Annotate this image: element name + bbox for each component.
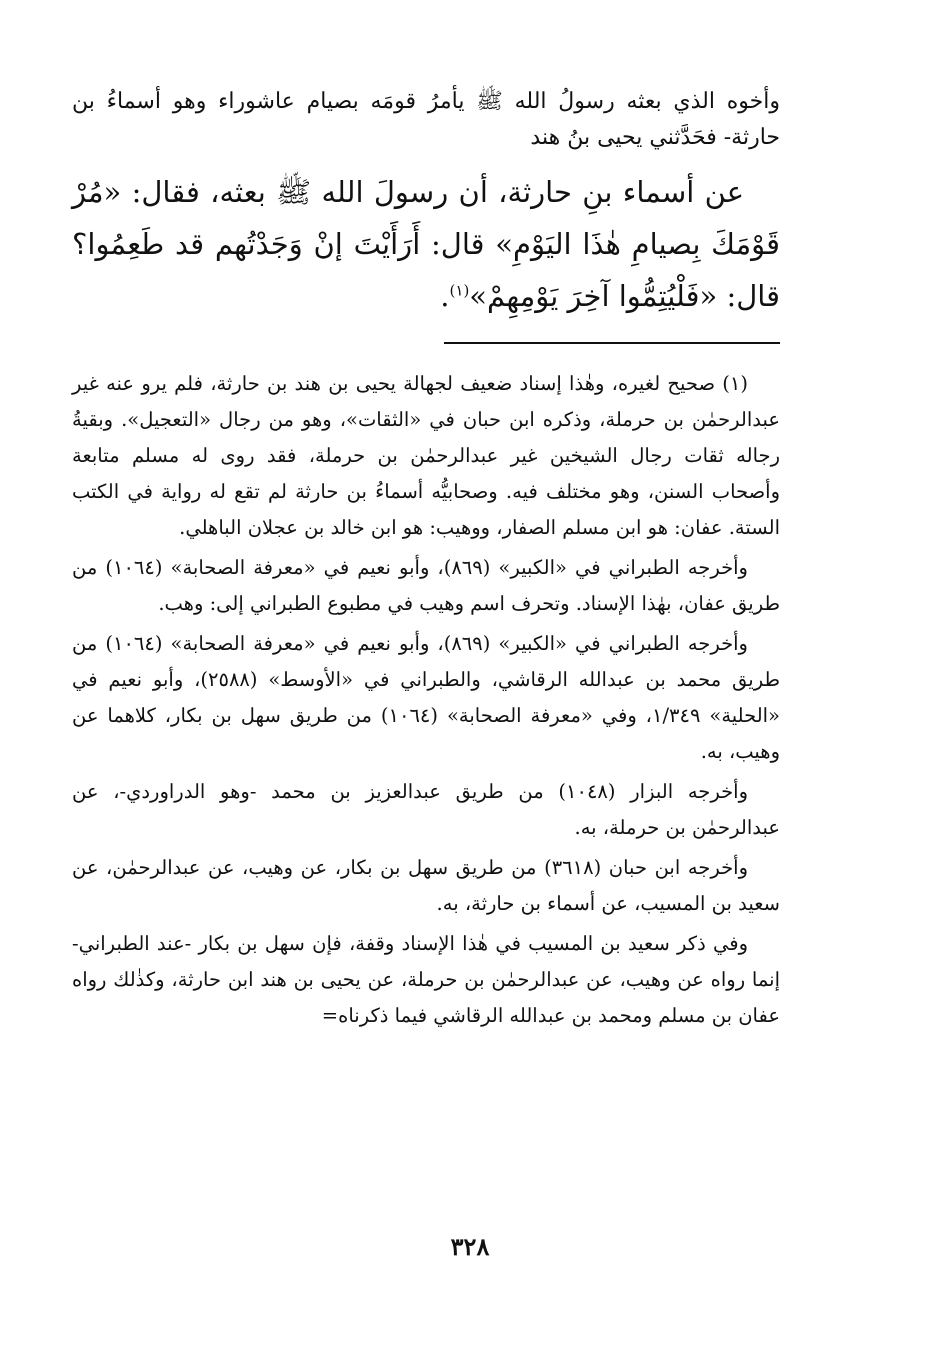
page-number: ٣٢٨ (450, 1232, 490, 1261)
footnote-divider (444, 342, 780, 344)
footnote-paragraph-4: وأخرجه البزار (١٠٤٨) من طريق عبدالعزيز بن محمد -وهو الدراوردي-، عن عبدالرحمٰن بن حرملة، به. (72, 780, 780, 839)
footnote-paragraph-1: (١) صحيح لغيره، وهٰذا إسناد ضعيف لجهالة يحيى بن هند بن حارثة، فلم يرو عنه غير عبدالرحمٰن بن حرملة، وذكره ابن حبان في «الثقات»، وهو من رجال «التعجيل». وبقيةُ رجاله ثقات رجال الشيخين غير عبدالرحمٰن بن حرملة، فقد روى له مسلم متابعة وأصحاب السنن، وهو مختلف فيه. وصحابيُّه أسماءُ بن حارثة لم تقع له رواية في الكتب الستة. عفان: هو ابن مسلم الصفار، ووهيب: هو ابن خالد بن عجلان الباهلي. (72, 372, 780, 539)
hadith-end: . (440, 279, 450, 313)
footnotes (72, 366, 780, 1034)
footnote-paragraph-6: وفي ذكر سعيد بن المسيب في هٰذا الإسناد وقفة، فإن سهل بن بكار -عند الطبراني- إنما رواه عن وهيب، عن عبدالرحمٰن بن حرملة، عن يحيى بن هند ابن حارثة، وكذٰلك رواه عفان بن مسلم ومحمد بن عبدالله الرقاشي فيما ذكرناه= (72, 932, 780, 1027)
footnote-paragraph-2: وأخرجه الطبراني في «الكبير» (٨٦٩)، وأبو نعيم في «معرفة الصحابة» (١٠٦٤) من طريق عفان، بهٰذا الإسناد. وتحرف اسم وهيب في مطبوع الطبراني إلى: وهب. (72, 556, 780, 615)
footnote-paragraph-3: وأخرجه الطبراني في «الكبير» (٨٦٩)، وأبو نعيم في «معرفة الصحابة» (١٠٦٤) من طريق محمد بن عبدالله الرقاشي، والطبراني في «الأوسط» (٢٥٨٨)، وأبو نعيم في «الحلية» ١/٣٤٩، وفي «معرفة الصحابة» (١٠٦٤) من طريق سهل بن بكار، كلاهما عن وهيب، به. (72, 632, 780, 763)
hadith-text (72, 166, 780, 322)
hadith-body: عن أسماء بنِ حارثة، أن رسولَ الله ﷺ بعثه، فقال: «مُرْ قَوْمَكَ بِصيامِ هٰذَا اليَوْمِ» قال: أَرَأَيْتَ إنْ وَجَدْتُهم قد طَعِمُوا؟ قال: «فَلْيُتِمُّوا آخِرَ يَوْمِهِمْ» (72, 175, 780, 313)
page-body (72, 84, 780, 1038)
footnote-paragraph-5: وأخرجه ابن حبان (٣٦١٨) من طريق سهل بن بكار، عن وهيب، عن عبدالرحمٰن، عن سعيد بن المسيب، عن أسماء بن حارثة، به. (72, 856, 780, 915)
footnote-marker[interactable]: (١) (449, 281, 470, 300)
intro-text: وأخوه الذي بعثه رسولُ الله ﷺ يأمرُ قومَه بصيام عاشوراء وهو أسماءُ بن حارثة- فحَدَّثني يحيى بنُ هند (72, 89, 780, 150)
